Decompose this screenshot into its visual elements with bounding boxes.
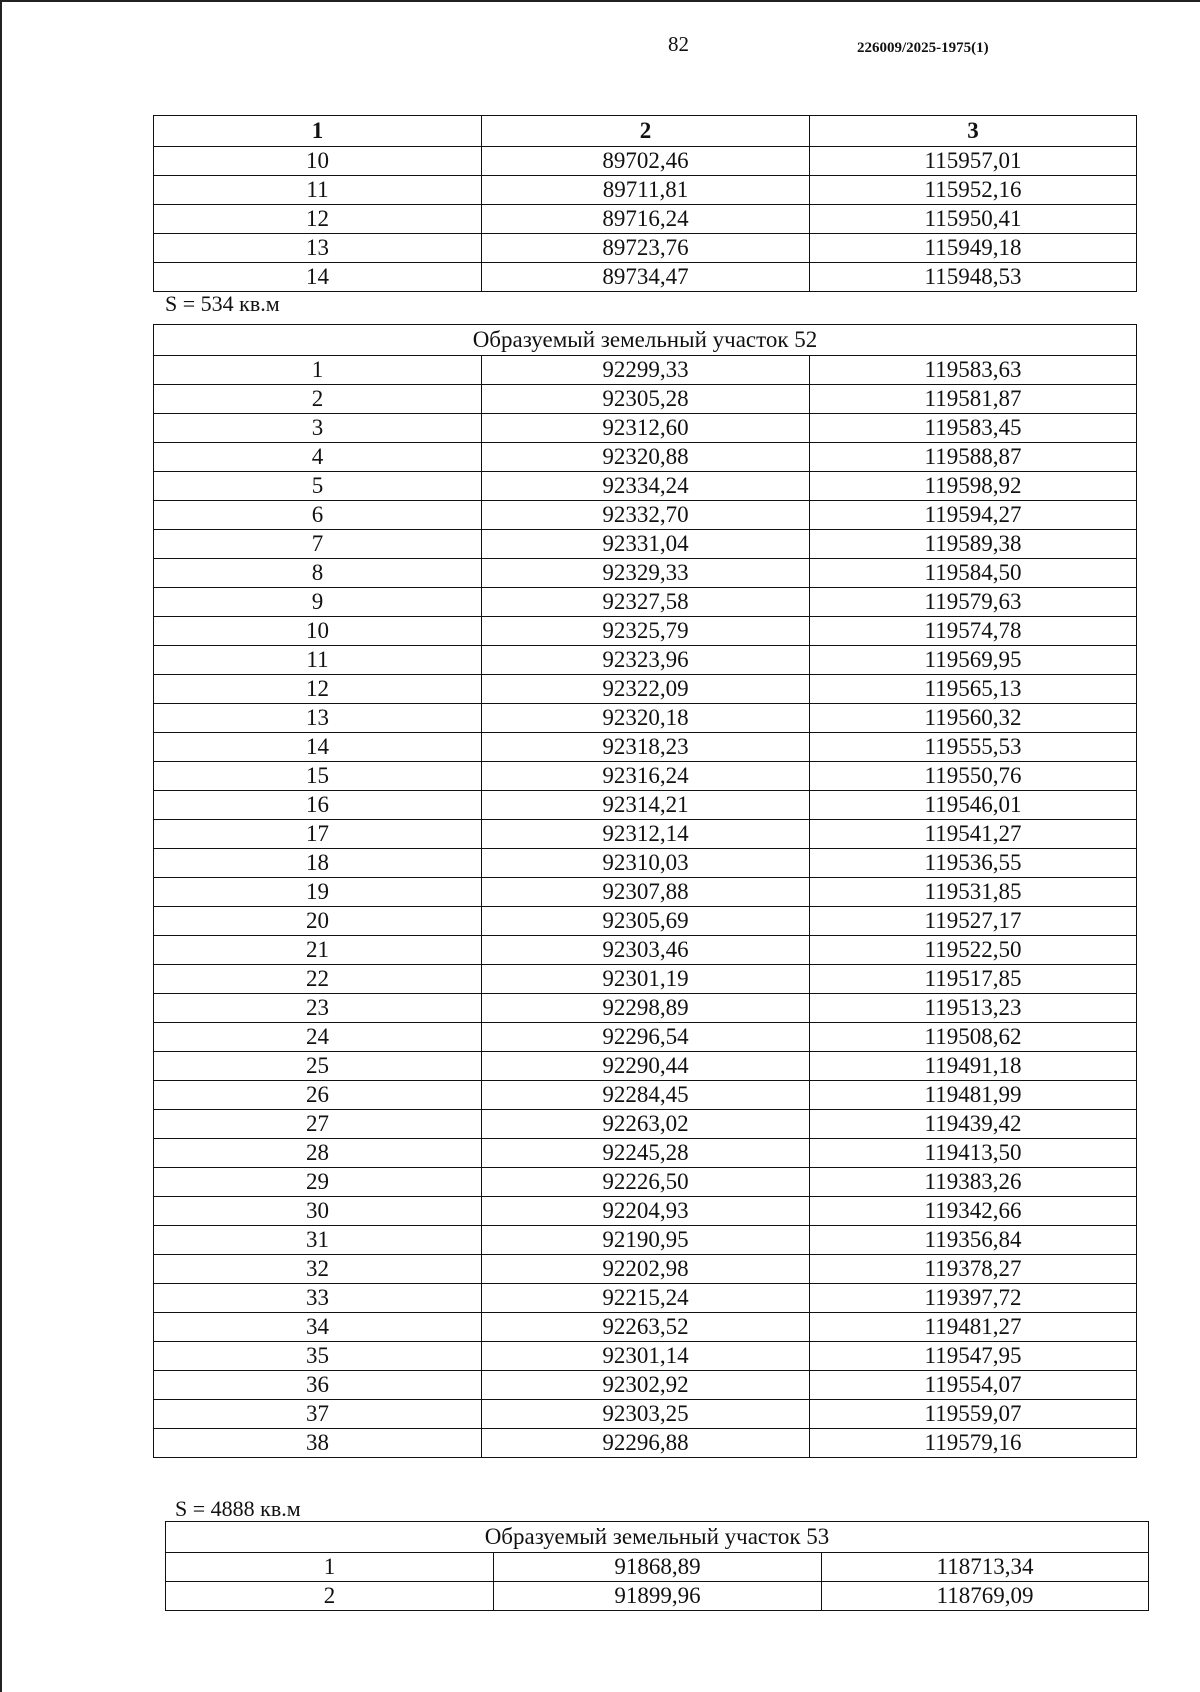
- coordinate-x: 92314,21: [482, 791, 810, 820]
- coordinate-x: 92316,24: [482, 762, 810, 791]
- coordinate-x: 92245,28: [482, 1139, 810, 1168]
- document-id: 226009/2025-1975(1): [857, 40, 989, 56]
- coordinate-x: 92202,98: [482, 1255, 810, 1284]
- coordinate-y: 119569,95: [810, 646, 1137, 675]
- table-row: [154, 205, 1137, 234]
- point-number: 2: [154, 385, 482, 414]
- coordinate-y: 119588,87: [810, 443, 1137, 472]
- plot-53-section: [165, 1497, 1148, 1611]
- plot-title: Образуемый земельный участок 52: [154, 325, 1137, 356]
- point-number: 18: [154, 849, 482, 878]
- table-row: [154, 559, 1137, 588]
- coordinate-x: 92263,52: [482, 1313, 810, 1342]
- coordinate-y: 119527,17: [810, 907, 1137, 936]
- coordinate-y: 118713,34: [822, 1553, 1149, 1582]
- table-row: [154, 1313, 1137, 1342]
- point-number: 38: [154, 1429, 482, 1458]
- point-number: 8: [154, 559, 482, 588]
- coordinate-x: 92303,25: [482, 1400, 810, 1429]
- table-row: [154, 147, 1137, 176]
- coordinate-y: 119517,85: [810, 965, 1137, 994]
- coordinate-x: 91899,96: [494, 1582, 822, 1611]
- coordinate-y: 119583,63: [810, 356, 1137, 385]
- table-header-row: [154, 116, 1137, 147]
- coordinate-y: 119559,07: [810, 1400, 1137, 1429]
- coordinate-x: 92320,88: [482, 443, 810, 472]
- coordinate-y: 119522,50: [810, 936, 1137, 965]
- coordinate-x: 92305,28: [482, 385, 810, 414]
- table-row: [154, 588, 1137, 617]
- coordinate-x: 92298,89: [482, 994, 810, 1023]
- coordinate-y: 119555,53: [810, 733, 1137, 762]
- coordinate-x: 91868,89: [494, 1553, 822, 1582]
- coordinate-x: 92312,60: [482, 414, 810, 443]
- coordinate-y: 119589,38: [810, 530, 1137, 559]
- coordinate-x: 92334,24: [482, 472, 810, 501]
- point-number: 2: [166, 1582, 494, 1611]
- point-number: 7: [154, 530, 482, 559]
- coordinate-y: 119550,76: [810, 762, 1137, 791]
- coordinate-y: 119397,72: [810, 1284, 1137, 1313]
- table-row: [154, 965, 1137, 994]
- point-number: 22: [154, 965, 482, 994]
- table-row: [154, 646, 1137, 675]
- table-row: [154, 414, 1137, 443]
- table-row: [154, 1023, 1137, 1052]
- coordinate-x: 89711,81: [482, 176, 810, 205]
- area-plot-52: S = 4888 кв.м: [175, 1496, 301, 1521]
- column-header: 3: [810, 116, 1137, 147]
- coordinate-y: 115950,41: [810, 205, 1137, 234]
- coordinate-x: 92322,09: [482, 675, 810, 704]
- point-number: 11: [154, 646, 482, 675]
- point-number: 19: [154, 878, 482, 907]
- table-row: [154, 907, 1137, 936]
- point-number: 9: [154, 588, 482, 617]
- table-row: [154, 936, 1137, 965]
- coordinate-x: 92301,14: [482, 1342, 810, 1371]
- coordinate-y: 119584,50: [810, 559, 1137, 588]
- table-row: [154, 733, 1137, 762]
- page-number: 82: [668, 32, 689, 56]
- coordinate-x: 92301,19: [482, 965, 810, 994]
- point-number: 25: [154, 1052, 482, 1081]
- coordinate-y: 115948,53: [810, 263, 1137, 292]
- coordinate-y: 115957,01: [810, 147, 1137, 176]
- point-number: 14: [154, 263, 482, 292]
- point-number: 3: [154, 414, 482, 443]
- point-number: 24: [154, 1023, 482, 1052]
- point-number: 1: [166, 1553, 494, 1582]
- coordinate-y: 119554,07: [810, 1371, 1137, 1400]
- coordinates-table-continued: [153, 115, 1136, 316]
- table-row: [154, 1226, 1137, 1255]
- table-row: [154, 1400, 1137, 1429]
- coordinate-y: 119491,18: [810, 1052, 1137, 1081]
- table-row: [154, 263, 1137, 292]
- coordinate-x: 92307,88: [482, 878, 810, 907]
- coordinate-x: 92226,50: [482, 1168, 810, 1197]
- point-number: 13: [154, 234, 482, 263]
- coordinate-x: 92310,03: [482, 849, 810, 878]
- coordinate-x: 92302,92: [482, 1371, 810, 1400]
- coordinate-x: 92296,88: [482, 1429, 810, 1458]
- plot-title-row: [154, 325, 1137, 356]
- point-number: 34: [154, 1313, 482, 1342]
- point-number: 14: [154, 733, 482, 762]
- table-row: [154, 530, 1137, 559]
- table-row: [154, 1197, 1137, 1226]
- point-number: 32: [154, 1255, 482, 1284]
- point-number: 10: [154, 147, 482, 176]
- coordinate-x: 92323,96: [482, 646, 810, 675]
- coordinate-x: 92325,79: [482, 617, 810, 646]
- coordinate-x: 92284,45: [482, 1081, 810, 1110]
- point-number: 30: [154, 1197, 482, 1226]
- coordinate-y: 119579,16: [810, 1429, 1137, 1458]
- coordinate-x: 92332,70: [482, 501, 810, 530]
- coordinate-y: 119565,13: [810, 675, 1137, 704]
- table-row: [166, 1553, 1149, 1582]
- table-row: [154, 1168, 1137, 1197]
- coordinate-y: 119547,95: [810, 1342, 1137, 1371]
- point-number: 21: [154, 936, 482, 965]
- coordinate-x: 92305,69: [482, 907, 810, 936]
- table-row: [154, 704, 1137, 733]
- coordinate-x: 92318,23: [482, 733, 810, 762]
- table-row: [154, 1429, 1137, 1458]
- coordinate-x: 92290,44: [482, 1052, 810, 1081]
- table-row: [154, 1284, 1137, 1313]
- point-number: 10: [154, 617, 482, 646]
- table-row: [154, 617, 1137, 646]
- plot-52-table: [153, 324, 1137, 1458]
- point-number: 31: [154, 1226, 482, 1255]
- point-number: 33: [154, 1284, 482, 1313]
- point-number: 5: [154, 472, 482, 501]
- coordinate-x: 92329,33: [482, 559, 810, 588]
- table-row: [154, 1255, 1137, 1284]
- coordinate-y: 119356,84: [810, 1226, 1137, 1255]
- point-number: 20: [154, 907, 482, 936]
- point-number: 17: [154, 820, 482, 849]
- coordinate-y: 119508,62: [810, 1023, 1137, 1052]
- point-number: 12: [154, 675, 482, 704]
- table-row: [154, 994, 1137, 1023]
- coordinate-y: 119574,78: [810, 617, 1137, 646]
- table-row: [154, 1052, 1137, 1081]
- point-number: 11: [154, 176, 482, 205]
- plot-title: Образуемый земельный участок 53: [166, 1522, 1149, 1553]
- coordinate-y: 115952,16: [810, 176, 1137, 205]
- coordinate-x: 92204,93: [482, 1197, 810, 1226]
- table-row: [154, 675, 1137, 704]
- coordinate-y: 119481,99: [810, 1081, 1137, 1110]
- coordinates-table: [153, 115, 1137, 292]
- coordinate-x: 89723,76: [482, 234, 810, 263]
- point-number: 13: [154, 704, 482, 733]
- table-row: [154, 501, 1137, 530]
- plot-53-table: [165, 1521, 1149, 1611]
- coordinate-y: 119598,92: [810, 472, 1137, 501]
- table-row: [154, 849, 1137, 878]
- column-header: 1: [154, 116, 482, 147]
- point-number: 35: [154, 1342, 482, 1371]
- table-row: [154, 1081, 1137, 1110]
- point-number: 29: [154, 1168, 482, 1197]
- table-row: [154, 791, 1137, 820]
- coordinate-y: 119594,27: [810, 501, 1137, 530]
- coordinate-y: 119581,87: [810, 385, 1137, 414]
- coordinate-x: 89716,24: [482, 205, 810, 234]
- coordinate-x: 92215,24: [482, 1284, 810, 1313]
- table-row: [154, 1139, 1137, 1168]
- table-row: [154, 356, 1137, 385]
- coordinate-x: 92320,18: [482, 704, 810, 733]
- coordinate-x: 89702,46: [482, 147, 810, 176]
- table-row: [166, 1582, 1149, 1611]
- coordinate-y: 119583,45: [810, 414, 1137, 443]
- point-number: 4: [154, 443, 482, 472]
- coordinate-x: 92303,46: [482, 936, 810, 965]
- table-row: [154, 1342, 1137, 1371]
- table-row: [154, 443, 1137, 472]
- point-number: 12: [154, 205, 482, 234]
- coordinate-y: 119481,27: [810, 1313, 1137, 1342]
- area-plot-51: S = 534 кв.м: [165, 291, 280, 316]
- coordinate-y: 115949,18: [810, 234, 1137, 263]
- coordinate-x: 92296,54: [482, 1023, 810, 1052]
- point-number: 36: [154, 1371, 482, 1400]
- point-number: 6: [154, 501, 482, 530]
- table-row: [154, 385, 1137, 414]
- coordinate-x: 92299,33: [482, 356, 810, 385]
- plot-title-row: [166, 1522, 1149, 1553]
- point-number: 1: [154, 356, 482, 385]
- table-row: [154, 762, 1137, 791]
- point-number: 37: [154, 1400, 482, 1429]
- point-number: 28: [154, 1139, 482, 1168]
- coordinate-x: 89734,47: [482, 263, 810, 292]
- coordinate-x: 92331,04: [482, 530, 810, 559]
- coordinate-x: 92190,95: [482, 1226, 810, 1255]
- coordinate-y: 119541,27: [810, 820, 1137, 849]
- coordinate-y: 119531,85: [810, 878, 1137, 907]
- table-row: [154, 176, 1137, 205]
- coordinate-y: 119383,26: [810, 1168, 1137, 1197]
- point-number: 23: [154, 994, 482, 1023]
- table-row: [154, 234, 1137, 263]
- coordinate-y: 119560,32: [810, 704, 1137, 733]
- coordinate-y: 119378,27: [810, 1255, 1137, 1284]
- table-row: [154, 1110, 1137, 1139]
- column-header: 2: [482, 116, 810, 147]
- point-number: 26: [154, 1081, 482, 1110]
- table-row: [154, 1371, 1137, 1400]
- point-number: 16: [154, 791, 482, 820]
- coordinate-y: 119342,66: [810, 1197, 1137, 1226]
- coordinate-y: 119513,23: [810, 994, 1137, 1023]
- table-row: [154, 820, 1137, 849]
- point-number: 27: [154, 1110, 482, 1139]
- coordinate-x: 92327,58: [482, 588, 810, 617]
- point-number: 15: [154, 762, 482, 791]
- coordinate-y: 118769,09: [822, 1582, 1149, 1611]
- coordinate-y: 119439,42: [810, 1110, 1137, 1139]
- plot-52-section: [153, 324, 1136, 1458]
- coordinate-y: 119536,55: [810, 849, 1137, 878]
- coordinate-x: 92312,14: [482, 820, 810, 849]
- coordinate-y: 119413,50: [810, 1139, 1137, 1168]
- table-row: [154, 472, 1137, 501]
- coordinate-y: 119546,01: [810, 791, 1137, 820]
- table-row: [154, 878, 1137, 907]
- coordinate-x: 92263,02: [482, 1110, 810, 1139]
- coordinate-y: 119579,63: [810, 588, 1137, 617]
